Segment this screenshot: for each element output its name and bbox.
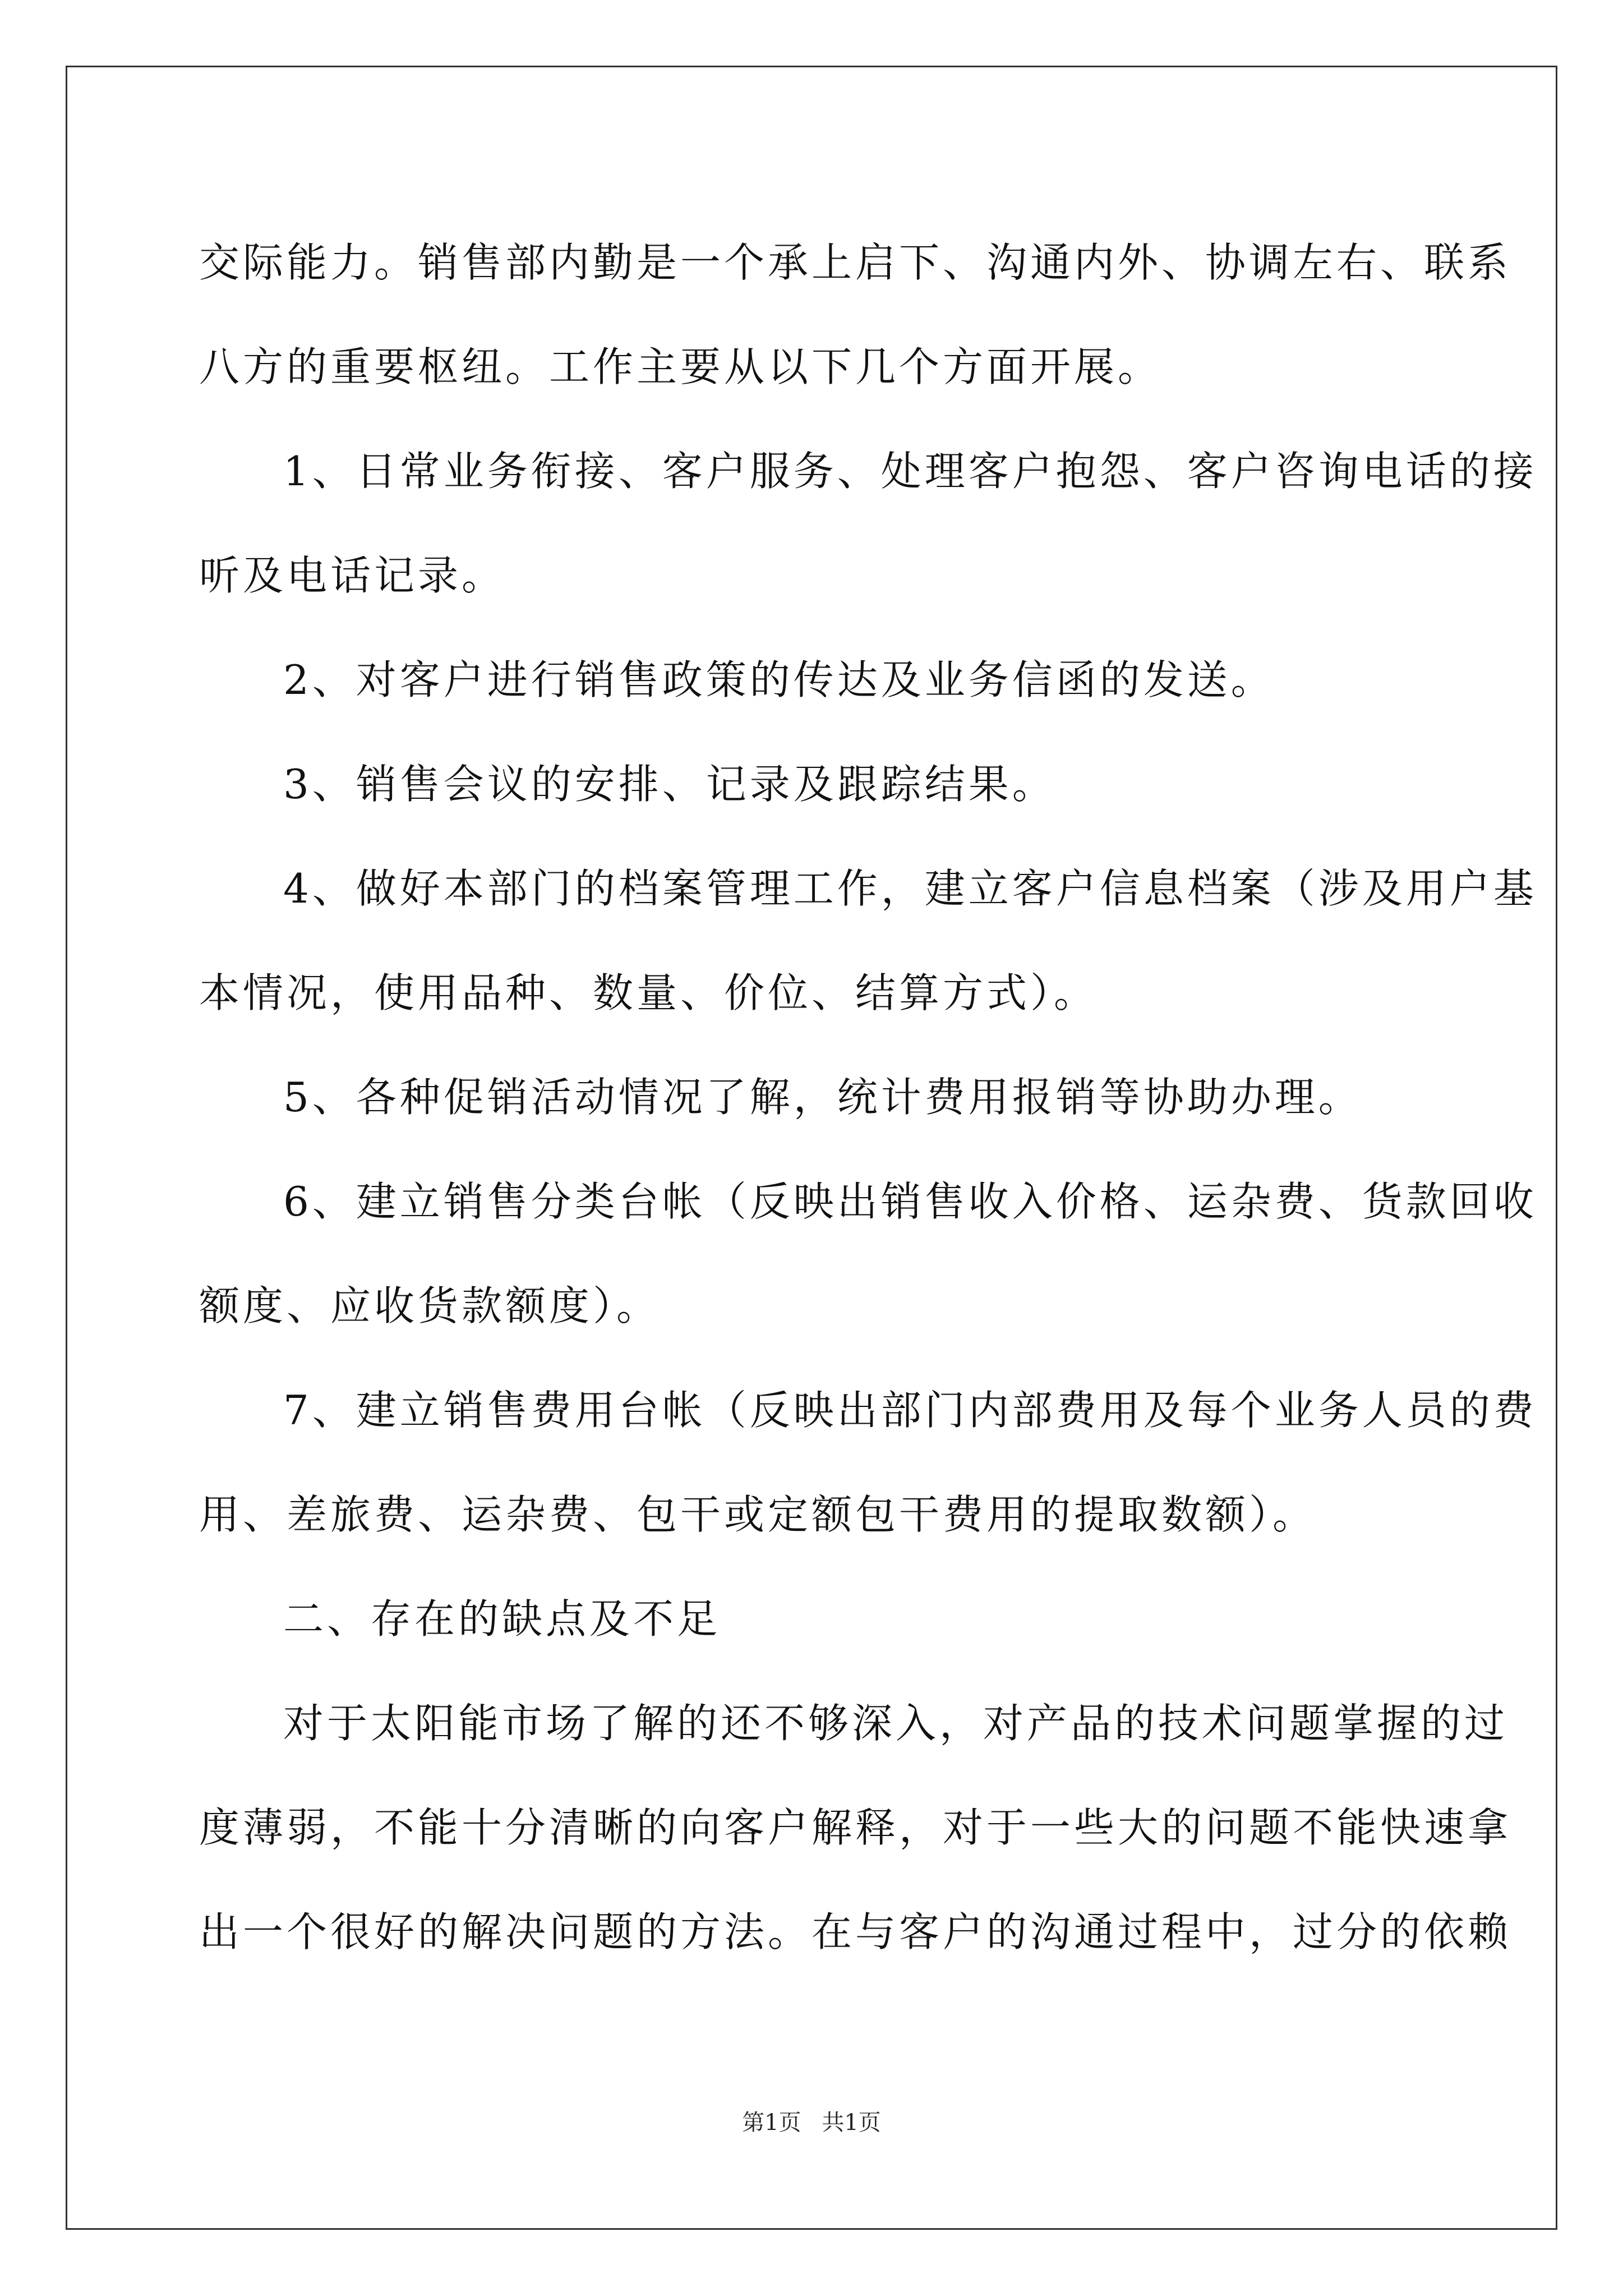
document-body [199,210,1537,1984]
paragraph-1-line-0: 1、日常业务衔接、客户服务、处理客户抱怨、客户咨询电话的接 [283,448,1537,495]
paragraph-9-line-1: 度薄弱，不能十分清晰的向客户解释，对于一些大的问题不能快速拿 [199,1804,1512,1851]
paragraph-7-line-1: 用、差旅费、运杂费、包干或定额包干费用的提取数额）。 [199,1491,1317,1538]
paragraph-4-line-1: 本情况，使用品种、数量、价位、结算方式）。 [199,969,1098,1016]
page-footer [0,2105,1623,2137]
paragraph-0-line-1: 八方的重要枢纽。工作主要从以下几个方面开展。 [199,343,1162,390]
page-total: 共1页 [822,2110,881,2136]
paragraph-6-line-0: 6、建立销售分类台帐（反映出销售收入价格、运杂费、货款回收 [283,1178,1537,1225]
paragraph-9-line-2: 出一个很好的解决问题的方法。在与客户的沟通过程中，过分的依赖 [199,1908,1512,1955]
page-number: 第1页 [742,2110,801,2136]
paragraph-5-line-0: 5、各种促销活动情况了解，统计费用报销等协助办理。 [283,1074,1362,1121]
paragraph-0-line-0: 交际能力。销售部内勤是一个承上启下、沟通内外、协调左右、联系 [199,239,1512,286]
paragraph-6-line-1: 额度、应收货款额度）。 [199,1282,661,1329]
section-heading: 二、存在的缺点及不足 [283,1595,721,1642]
paragraph-1-line-1: 听及电话记录。 [199,552,506,599]
paragraph-3-line-0: 3、销售会议的安排、记录及跟踪结果。 [283,761,1056,808]
paragraph-4-line-0: 4、做好本部门的档案管理工作，建立客户信息档案（涉及用户基 [283,865,1537,912]
paragraph-9-line-0: 对于太阳能市场了解的还不够深入，对产品的技术问题掌握的过 [283,1700,1509,1747]
paragraph-7-line-0: 7、建立销售费用台帐（反映出部门内部费用及每个业务人员的费 [283,1387,1537,1434]
paragraph-2-line-0: 2、对客户进行销售政策的传达及业务信函的发送。 [283,656,1275,703]
